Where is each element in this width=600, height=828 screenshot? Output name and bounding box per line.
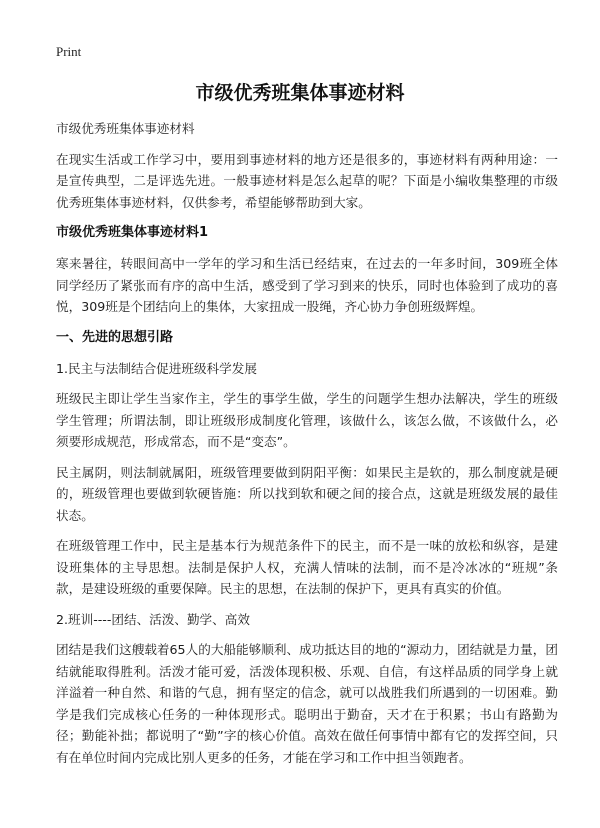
- paragraph-3: 民主属阴，则法制就属阳，班级管理要做到阴阳平衡：如果民主是软的，那么制度就是硬的，班级管理也要做到软硬皆施：所以找到软和硬之间的接合点，这就是班级发展的最佳状态。: [56, 464, 558, 523]
- heading-advanced-thinking: 一、先进的思想引路: [56, 329, 174, 345]
- print-link[interactable]: Print: [56, 44, 82, 59]
- paragraph-1: 寒来暑往，转眼间高中一学年的学习和生活已经结束，在过去的一年多时间，309班全体同学经历了紧张而有序的高中生活，感受到了学习到来的快乐，同时也体验到了成功的喜悦，309班是个团结向上的集体，大家扭成一股绳，齐心协力争创班级辉煌。: [56, 256, 558, 314]
- page-title: 市级优秀班集体事迹材料: [195, 82, 405, 104]
- paragraph-5: 团结是我们这艘载着65人的大船能够顺利、成功抵达目的地的“源动力，团结就是力量，团结就能取得胜利。活泼才能可爱，活泼体现积极、乐观、自信，有这样品质的同学身上就洋溢着一种自然、和谐的气息，拥有坚定的信念，就可以战胜我们所遇到的一切困难。勤学是我们完成核心任务的一种体现形式。聪明出于勤奋，天才在于积累；书山有路勤为径；勤能补拙；都说明了“勤”字的核心价值。高效在做任何事情中都有它的发挥空间，只有在单位时间内完成比别人更多的任务，才能在学习和工作中担当领跑者。: [56, 642, 558, 765]
- subheading-democracy-law: 1.民主与法制结合促进班级科学发展: [56, 360, 257, 376]
- document-subtitle: 市级优秀班集体事迹材料: [56, 121, 195, 136]
- paragraph-2: 班级民主即让学生当家作主，学生的事学生做，学生的问题学生想办法解决，学生的班级学生管理；所谓法制，即让班级形成制度化管理，该做什么，该怎么做，不该做什么，必须要形成规范，形成常态，而不是“变态”。: [56, 391, 558, 449]
- document-body: [56, 118, 558, 777]
- section-heading-1: 市级优秀班集体事迹材料1: [56, 225, 209, 240]
- paragraph-4: 在班级管理工作中，民主是基本行为规范条件下的民主，而不是一味的放松和纵容，是建设班集体的主导思想。法制是保护人权，充满人情味的法制，而不是冷冰冰的“班规”条款，是建设班级的重要保障。民主的思想，在法制的保护下，更具有真实的价值。: [56, 538, 558, 596]
- intro-paragraph: 在现实生活或工作学习中，要用到事迹材料的地方还是很多的，事迹材料有两种用途：一是宣传典型，二是评选先进。一般事迹材料是怎么起草的呢？下面是小编收集整理的市级优秀班集体事迹材料，仅供参考，希望能够帮助到大家。: [56, 151, 558, 210]
- subheading-class-motto: 2.班训----团结、活泼、勤学、高效: [56, 611, 250, 627]
